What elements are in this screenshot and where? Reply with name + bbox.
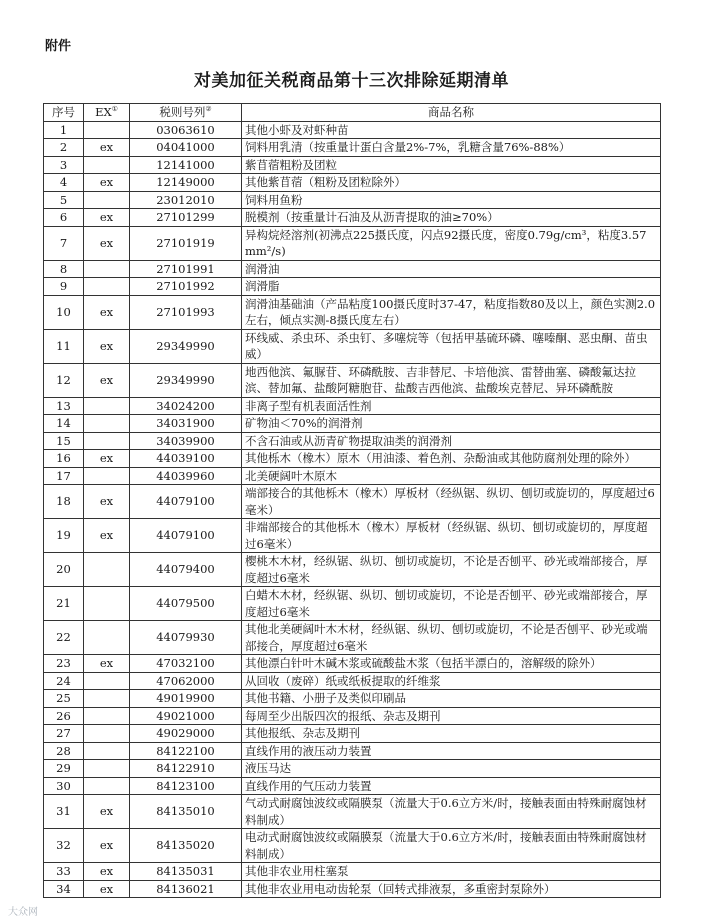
row-ex-cell xyxy=(84,432,130,450)
row-name-cell: 电动式耐腐蚀波纹或隔膜泵（流量大于0.6立方米/时，接触表面由特殊耐腐蚀材料制成） xyxy=(242,829,661,863)
row-ex-cell xyxy=(84,156,130,174)
table-row xyxy=(44,432,661,450)
row-name-cell: 润滑脂 xyxy=(242,278,661,296)
table-row xyxy=(44,553,661,587)
row-name-cell: 其他小虾及对虾种苗 xyxy=(242,121,661,139)
row-number-cell: 22 xyxy=(44,621,84,655)
row-name-cell: 饲料用鱼粉 xyxy=(242,191,661,209)
row-code-cell: 04041000 xyxy=(130,139,242,157)
table-row xyxy=(44,174,661,192)
row-number-cell: 29 xyxy=(44,760,84,778)
row-name-cell: 其他非农业用柱塞泵 xyxy=(242,863,661,881)
table-row xyxy=(44,397,661,415)
row-number-cell: 28 xyxy=(44,742,84,760)
row-name-cell: 其他书籍、小册子及类似印刷品 xyxy=(242,690,661,708)
row-number-cell: 24 xyxy=(44,672,84,690)
header-code-label: 税则号列 xyxy=(159,105,206,119)
row-name-cell: 端部接合的其他栎木（橡木）厚板材（经纵锯、纵切、刨切或旋切的，厚度超过6毫米） xyxy=(242,485,661,519)
row-code-cell: 03063610 xyxy=(130,121,242,139)
row-ex-cell: ex xyxy=(84,880,130,898)
row-name-cell: 紫苜蓿粗粉及团粒 xyxy=(242,156,661,174)
row-name-cell: 北美硬阔叶木原木 xyxy=(242,467,661,485)
row-ex-cell xyxy=(84,690,130,708)
row-code-cell: 44039100 xyxy=(130,450,242,468)
header-code-footnote: ② xyxy=(205,105,212,114)
row-ex-cell xyxy=(84,587,130,621)
row-name-cell: 直线作用的气压动力装置 xyxy=(242,777,661,795)
row-number-cell: 18 xyxy=(44,485,84,519)
row-ex-cell: ex xyxy=(84,226,130,260)
row-code-cell: 84135031 xyxy=(130,863,242,881)
row-number-cell: 16 xyxy=(44,450,84,468)
row-number-cell: 32 xyxy=(44,829,84,863)
header-code xyxy=(130,104,242,122)
row-name-cell: 润滑油基础油（产品粘度100摄氏度时37-47，粘度指数80及以上，颜色实测2.0左右，倾点实测-8摄氏度左右） xyxy=(242,295,661,329)
table-row xyxy=(44,121,661,139)
row-number-cell: 23 xyxy=(44,655,84,673)
row-code-cell: 84135010 xyxy=(130,795,242,829)
row-ex-cell xyxy=(84,415,130,433)
table-row xyxy=(44,672,661,690)
row-name-cell: 非离子型有机表面活性剂 xyxy=(242,397,661,415)
row-ex-cell xyxy=(84,777,130,795)
table-row xyxy=(44,587,661,621)
table-row xyxy=(44,467,661,485)
row-code-cell: 44079930 xyxy=(130,621,242,655)
row-ex-cell xyxy=(84,707,130,725)
row-number-cell: 27 xyxy=(44,725,84,743)
table-row xyxy=(44,742,661,760)
table-row xyxy=(44,139,661,157)
row-number-cell: 10 xyxy=(44,295,84,329)
row-number-cell: 31 xyxy=(44,795,84,829)
row-number-cell: 33 xyxy=(44,863,84,881)
row-ex-cell xyxy=(84,467,130,485)
row-number-cell: 20 xyxy=(44,553,84,587)
row-number-cell: 12 xyxy=(44,363,84,397)
row-name-cell: 润滑油 xyxy=(242,260,661,278)
row-ex-cell: ex xyxy=(84,485,130,519)
row-name-cell: 其他非农业用电动齿轮泵（回转式排液泵，多重密封泵除外） xyxy=(242,880,661,898)
row-name-cell: 非端部接合的其他栎木（橡木）厚板材（经纵锯、纵切、刨切或旋切的，厚度超过6毫米） xyxy=(242,519,661,553)
row-ex-cell xyxy=(84,191,130,209)
table-row xyxy=(44,485,661,519)
row-number-cell: 34 xyxy=(44,880,84,898)
row-ex-cell: ex xyxy=(84,655,130,673)
row-name-cell: 樱桃木木材，经纵锯、纵切、刨切或旋切，不论是否刨平、砂光或端部接合，厚度超过6毫米 xyxy=(242,553,661,587)
row-ex-cell: ex xyxy=(84,139,130,157)
row-name-cell: 其他报纸、杂志及期刊 xyxy=(242,725,661,743)
table-row xyxy=(44,329,661,363)
row-number-cell: 14 xyxy=(44,415,84,433)
exclusion-list-table xyxy=(43,103,661,898)
row-code-cell: 12141000 xyxy=(130,156,242,174)
watermark-logo: 大众网 xyxy=(8,907,38,918)
table-row xyxy=(44,707,661,725)
row-code-cell: 29349990 xyxy=(130,329,242,363)
header-ex xyxy=(84,104,130,122)
row-code-cell: 27101991 xyxy=(130,260,242,278)
row-ex-cell xyxy=(84,621,130,655)
row-code-cell: 27101993 xyxy=(130,295,242,329)
row-code-cell: 44039960 xyxy=(130,467,242,485)
row-code-cell: 49019900 xyxy=(130,690,242,708)
row-number-cell: 8 xyxy=(44,260,84,278)
header-ex-footnote: ① xyxy=(111,105,118,114)
row-ex-cell: ex xyxy=(84,450,130,468)
header-no: 序号 xyxy=(44,104,84,122)
row-code-cell: 29349990 xyxy=(130,363,242,397)
row-name-cell: 不含石油或从沥青矿物提取油类的润滑剂 xyxy=(242,432,661,450)
row-number-cell: 25 xyxy=(44,690,84,708)
table-row xyxy=(44,209,661,227)
row-code-cell: 34039900 xyxy=(130,432,242,450)
row-name-cell: 其他漂白针叶木碱木浆或硫酸盐木浆（包括半漂白的，溶解级的除外） xyxy=(242,655,661,673)
row-number-cell: 21 xyxy=(44,587,84,621)
table-row xyxy=(44,795,661,829)
row-name-cell: 液压马达 xyxy=(242,760,661,778)
row-name-cell: 白蜡木木材，经纵锯、纵切、刨切或旋切，不论是否刨平、砂光或端部接合，厚度超过6毫米 xyxy=(242,587,661,621)
row-code-cell: 49021000 xyxy=(130,707,242,725)
row-number-cell: 26 xyxy=(44,707,84,725)
row-name-cell: 从回收（废碎）纸或纸板提取的纤维浆 xyxy=(242,672,661,690)
row-name-cell: 饲料用乳清（按重量计蛋白含量2%-7%，乳糖含量76%-88%） xyxy=(242,139,661,157)
row-ex-cell: ex xyxy=(84,829,130,863)
row-ex-cell xyxy=(84,672,130,690)
row-name-cell: 直线作用的液压动力装置 xyxy=(242,742,661,760)
row-ex-cell xyxy=(84,278,130,296)
row-code-cell: 34024200 xyxy=(130,397,242,415)
row-name-cell: 脱模剂（按重量计石油及从沥青提取的油≥70%） xyxy=(242,209,661,227)
table-row xyxy=(44,278,661,296)
row-ex-cell: ex xyxy=(84,363,130,397)
table-row xyxy=(44,760,661,778)
table-row xyxy=(44,226,661,260)
page-title: 对美加征关税商品第十三次排除延期清单 xyxy=(194,71,509,91)
row-code-cell: 27101992 xyxy=(130,278,242,296)
table-row xyxy=(44,295,661,329)
row-number-cell: 3 xyxy=(44,156,84,174)
row-code-cell: 84136021 xyxy=(130,880,242,898)
row-ex-cell xyxy=(84,760,130,778)
row-number-cell: 6 xyxy=(44,209,84,227)
table-row xyxy=(44,621,661,655)
header-name: 商品名称 xyxy=(242,104,661,122)
table-row xyxy=(44,725,661,743)
row-number-cell: 30 xyxy=(44,777,84,795)
table-row xyxy=(44,363,661,397)
row-ex-cell: ex xyxy=(84,519,130,553)
row-name-cell: 其他紫苜蓿（粗粉及团粒除外） xyxy=(242,174,661,192)
row-code-cell: 34031900 xyxy=(130,415,242,433)
row-ex-cell xyxy=(84,260,130,278)
row-ex-cell xyxy=(84,553,130,587)
row-code-cell: 44079400 xyxy=(130,553,242,587)
row-number-cell: 2 xyxy=(44,139,84,157)
row-code-cell: 47062000 xyxy=(130,672,242,690)
row-code-cell: 23012010 xyxy=(130,191,242,209)
table-row xyxy=(44,690,661,708)
row-name-cell: 其他栎木（橡木）原木（用油漆、着色剂、杂酚油或其他防腐剂处理的除外） xyxy=(242,450,661,468)
row-number-cell: 4 xyxy=(44,174,84,192)
row-ex-cell: ex xyxy=(84,174,130,192)
row-code-cell: 27101919 xyxy=(130,226,242,260)
row-code-cell: 49029000 xyxy=(130,725,242,743)
row-name-cell: 气动式耐腐蚀波纹或隔膜泵（流量大于0.6立方米/时，接触表面由特殊耐腐蚀材料制成） xyxy=(242,795,661,829)
row-number-cell: 5 xyxy=(44,191,84,209)
row-ex-cell: ex xyxy=(84,329,130,363)
table-row xyxy=(44,777,661,795)
row-ex-cell: ex xyxy=(84,863,130,881)
row-name-cell: 每周至少出版四次的报纸、杂志及期刊 xyxy=(242,707,661,725)
row-name-cell: 环线威、杀虫环、杀虫钉、多噻烷等（包括甲基硫环磷、噻嗪酮、恶虫酮、苗虫威） xyxy=(242,329,661,363)
row-name-cell: 其他北美硬阔叶木木材，经纵锯、纵切、刨切或旋切，不论是否刨平、砂光或端部接合，厚度超过6毫米 xyxy=(242,621,661,655)
row-ex-cell: ex xyxy=(84,795,130,829)
header-ex-label: EX xyxy=(95,105,112,119)
row-code-cell: 84135020 xyxy=(130,829,242,863)
table-row xyxy=(44,655,661,673)
table-row xyxy=(44,829,661,863)
row-number-cell: 11 xyxy=(44,329,84,363)
row-number-cell: 13 xyxy=(44,397,84,415)
row-name-cell: 地西他滨、氟脲苷、环磷酰胺、吉非替尼、卡培他滨、雷替曲塞、磷酸氟达拉滨、替加氟、盐酸阿糖胞苷、盐酸吉西他滨、盐酸埃克替尼、异环磷酰胺 xyxy=(242,363,661,397)
row-code-cell: 47032100 xyxy=(130,655,242,673)
row-code-cell: 27101299 xyxy=(130,209,242,227)
row-code-cell: 84122100 xyxy=(130,742,242,760)
table-row xyxy=(44,519,661,553)
row-number-cell: 17 xyxy=(44,467,84,485)
attachment-label: 附件 xyxy=(45,39,72,54)
table-row xyxy=(44,260,661,278)
row-ex-cell: ex xyxy=(84,295,130,329)
row-ex-cell: ex xyxy=(84,209,130,227)
row-number-cell: 19 xyxy=(44,519,84,553)
row-number-cell: 7 xyxy=(44,226,84,260)
row-number-cell: 1 xyxy=(44,121,84,139)
table-row xyxy=(44,156,661,174)
table-row xyxy=(44,191,661,209)
table-row xyxy=(44,880,661,898)
row-number-cell: 9 xyxy=(44,278,84,296)
row-code-cell: 84123100 xyxy=(130,777,242,795)
row-number-cell: 15 xyxy=(44,432,84,450)
table-header-row xyxy=(44,104,661,122)
row-name-cell: 异构烷烃溶剂(初沸点225摄氏度，闪点92摄氏度，密度0.79g/cm³，粘度3.57mm²/s) xyxy=(242,226,661,260)
table-row xyxy=(44,863,661,881)
row-code-cell: 44079500 xyxy=(130,587,242,621)
row-code-cell: 44079100 xyxy=(130,519,242,553)
row-name-cell: 矿物油＜70%的润滑剂 xyxy=(242,415,661,433)
row-ex-cell xyxy=(84,121,130,139)
row-ex-cell xyxy=(84,397,130,415)
row-code-cell: 84122910 xyxy=(130,760,242,778)
row-ex-cell xyxy=(84,725,130,743)
table-row xyxy=(44,450,661,468)
row-code-cell: 44079100 xyxy=(130,485,242,519)
table-row xyxy=(44,415,661,433)
row-ex-cell xyxy=(84,742,130,760)
row-code-cell: 12149000 xyxy=(130,174,242,192)
